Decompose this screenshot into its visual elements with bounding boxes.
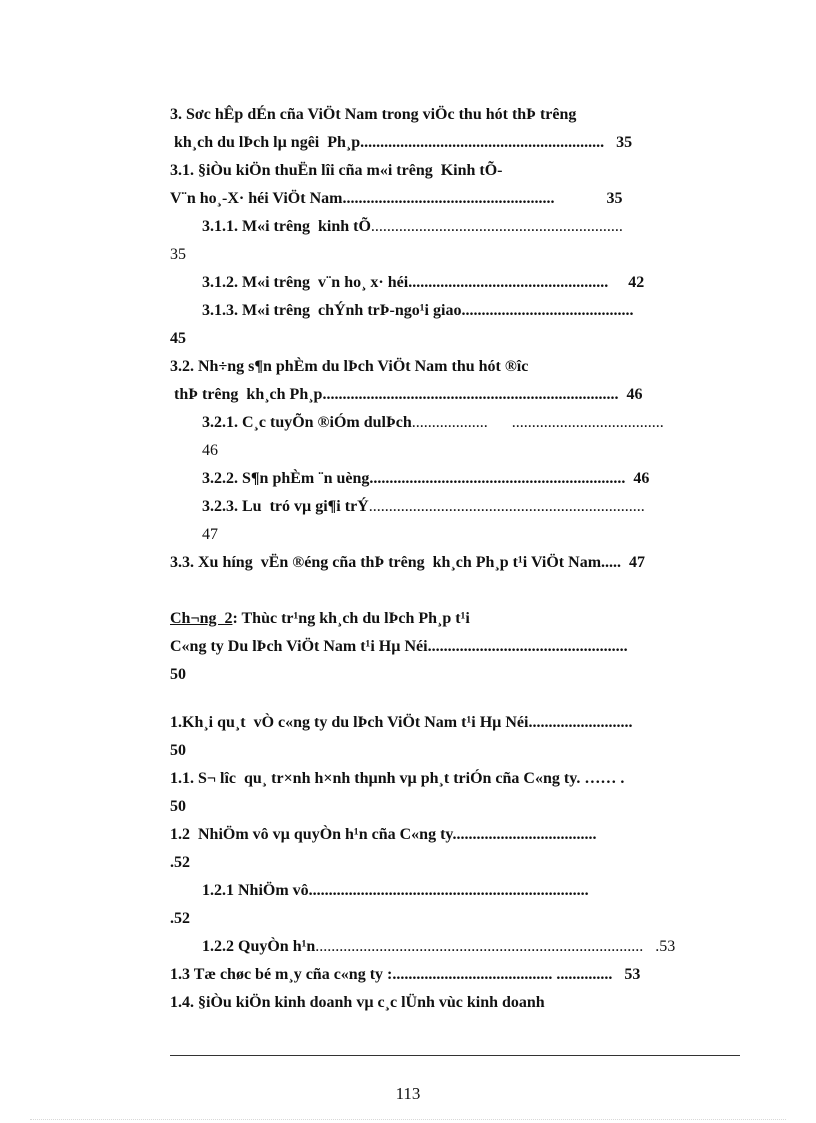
toc-entry-text: .52: [170, 910, 190, 927]
toc-entry: [170, 825, 597, 845]
toc-entry-text: 1.4. §iÒu kiÖn kinh doanh vµ c¸c lÜnh vùc kinh doanh: [170, 994, 545, 1011]
toc-entry: [170, 245, 186, 265]
toc-entry-text: 3.1.1. M«i trêng kinh tÕ: [170, 218, 371, 235]
toc-entry-text: 1.Kh¸i qu¸t vÒ c«ng ty du lÞch ViÖt Nam t¹i Hµ Néi..........................: [170, 714, 633, 731]
toc-entry: [170, 497, 645, 517]
toc-entry-text: 3. Sơc hÊp dÉn cña ViÖt Nam trong viÖc thu hót thÞ trêng: [170, 106, 577, 123]
toc-entry: [170, 609, 470, 629]
toc-entry: [170, 797, 186, 817]
toc-entry: [170, 853, 190, 873]
toc-entry: [170, 357, 528, 377]
toc-entry-text: 1.2.1 NhiÖm vô......................................................................: [170, 882, 589, 899]
toc-entry-text: 1.2.2 QuyÒn h¹n: [170, 938, 316, 955]
toc-entry-text: 3.1. §iÒu kiÖn thuËn lîi cña m«i trêng Kinh tÕ-: [170, 162, 503, 179]
toc-entry-text: 50: [170, 798, 186, 815]
toc-entry: [170, 133, 632, 153]
page-edge-dots: [30, 1119, 786, 1120]
toc-entry-leader: .....................................................................: [368, 498, 645, 515]
toc-entry: [170, 105, 576, 125]
toc-entry-text: 3.2.2. S¶n phÈm ¨n uèng................................................................ 46: [170, 470, 650, 487]
toc-entry: [170, 637, 628, 657]
toc-entry-leader: ...............................................................: [370, 218, 623, 235]
toc-entry-text: 1.3 Tæ chøc bé m¸y cña c«ng ty :........................................ .............. 53: [170, 966, 641, 983]
toc-entry: [170, 741, 186, 761]
toc-entry-text: 1.2 NhiÖm vô vµ quyÒn h¹n cña C«ng ty....................................: [170, 826, 597, 843]
toc-entry: [170, 329, 186, 349]
toc-entry-text: thÞ trêng kh¸ch Ph¸p.......................................................................... 46: [170, 386, 643, 403]
page-number: 113: [395, 1084, 421, 1103]
toc-entry-text: 35: [170, 246, 186, 263]
toc-entry: [170, 161, 503, 181]
toc-entry: [170, 413, 664, 433]
toc-entry: [170, 385, 642, 405]
toc-entry-text: 3.3. Xu híng vËn ®éng cña thÞ trêng kh¸ch Ph¸p t¹i ViÖt Nam..... 47: [170, 554, 646, 571]
toc-entry-text: kh¸ch du lÞch lµ ngêi Ph¸p............................................................. 35: [170, 134, 633, 151]
toc-entry: [170, 301, 633, 321]
toc-entry: [170, 713, 632, 733]
toc-entry-text: 3.2. Nh÷ng s¶n phÈm du lÞch ViÖt Nam thu hót ®îc: [170, 358, 529, 375]
toc-entry-text: 50: [170, 742, 186, 759]
toc-entry: [170, 881, 589, 901]
toc-entry: [170, 909, 190, 929]
toc-entry-text: 46: [170, 442, 218, 459]
toc-entry-text: 3.1.3. M«i trêng chÝnh trÞ-ngo¹i giao...........................................: [170, 302, 634, 319]
toc-entry-text: C«ng ty Du lÞch ViÖt Nam t¹i Hµ Néi..................................................: [170, 638, 628, 655]
toc-entry-text: 3.2.3. Lu tró vµ gi¶i trÝ: [170, 498, 369, 515]
toc-entry: [170, 965, 640, 985]
toc-entry-text: 3.2.1. C¸c tuyÕn ®iÓm dulÞch: [170, 414, 412, 431]
toc-entry-text: 50: [170, 666, 186, 683]
toc-entry: [170, 273, 644, 293]
footer-rule: [170, 1055, 740, 1056]
toc-entry-title: : Thùc tr¹ng kh¸ch du lÞch Ph¸p t¹i: [232, 610, 470, 627]
toc-entry: [170, 469, 649, 489]
toc-entry-text: 45: [170, 330, 186, 347]
toc-entry: [170, 769, 624, 789]
toc-entry: [170, 189, 622, 209]
toc-entry-leader: .................................................................................. .53: [315, 938, 676, 955]
toc-entry-leader: ................... ......................................: [411, 414, 664, 431]
toc-entry: [170, 937, 675, 957]
toc-entry: [170, 553, 645, 573]
toc-entry: [170, 441, 218, 461]
toc-entry: [170, 993, 545, 1013]
toc-entry-text: Ch¬ng 2: [170, 610, 233, 627]
toc-entry: [170, 665, 186, 685]
toc-entry-text: .52: [170, 854, 190, 871]
toc-entry-text: 47: [170, 526, 218, 543]
toc-entry: [170, 217, 623, 237]
toc-entry-text: 3.1.2. M«i trêng v¨n ho¸ x· héi.................................................. 42: [170, 274, 645, 291]
toc-entry: [170, 525, 218, 545]
toc-entry-text: 1.1. S¬ lîc qu¸ tr×nh h×nh thµnh vµ ph¸t triÓn cña C«ng ty. …… .: [170, 770, 625, 787]
toc-entry-text: V¨n ho¸-X· héi ViÖt Nam..................................................... 35: [170, 190, 623, 207]
